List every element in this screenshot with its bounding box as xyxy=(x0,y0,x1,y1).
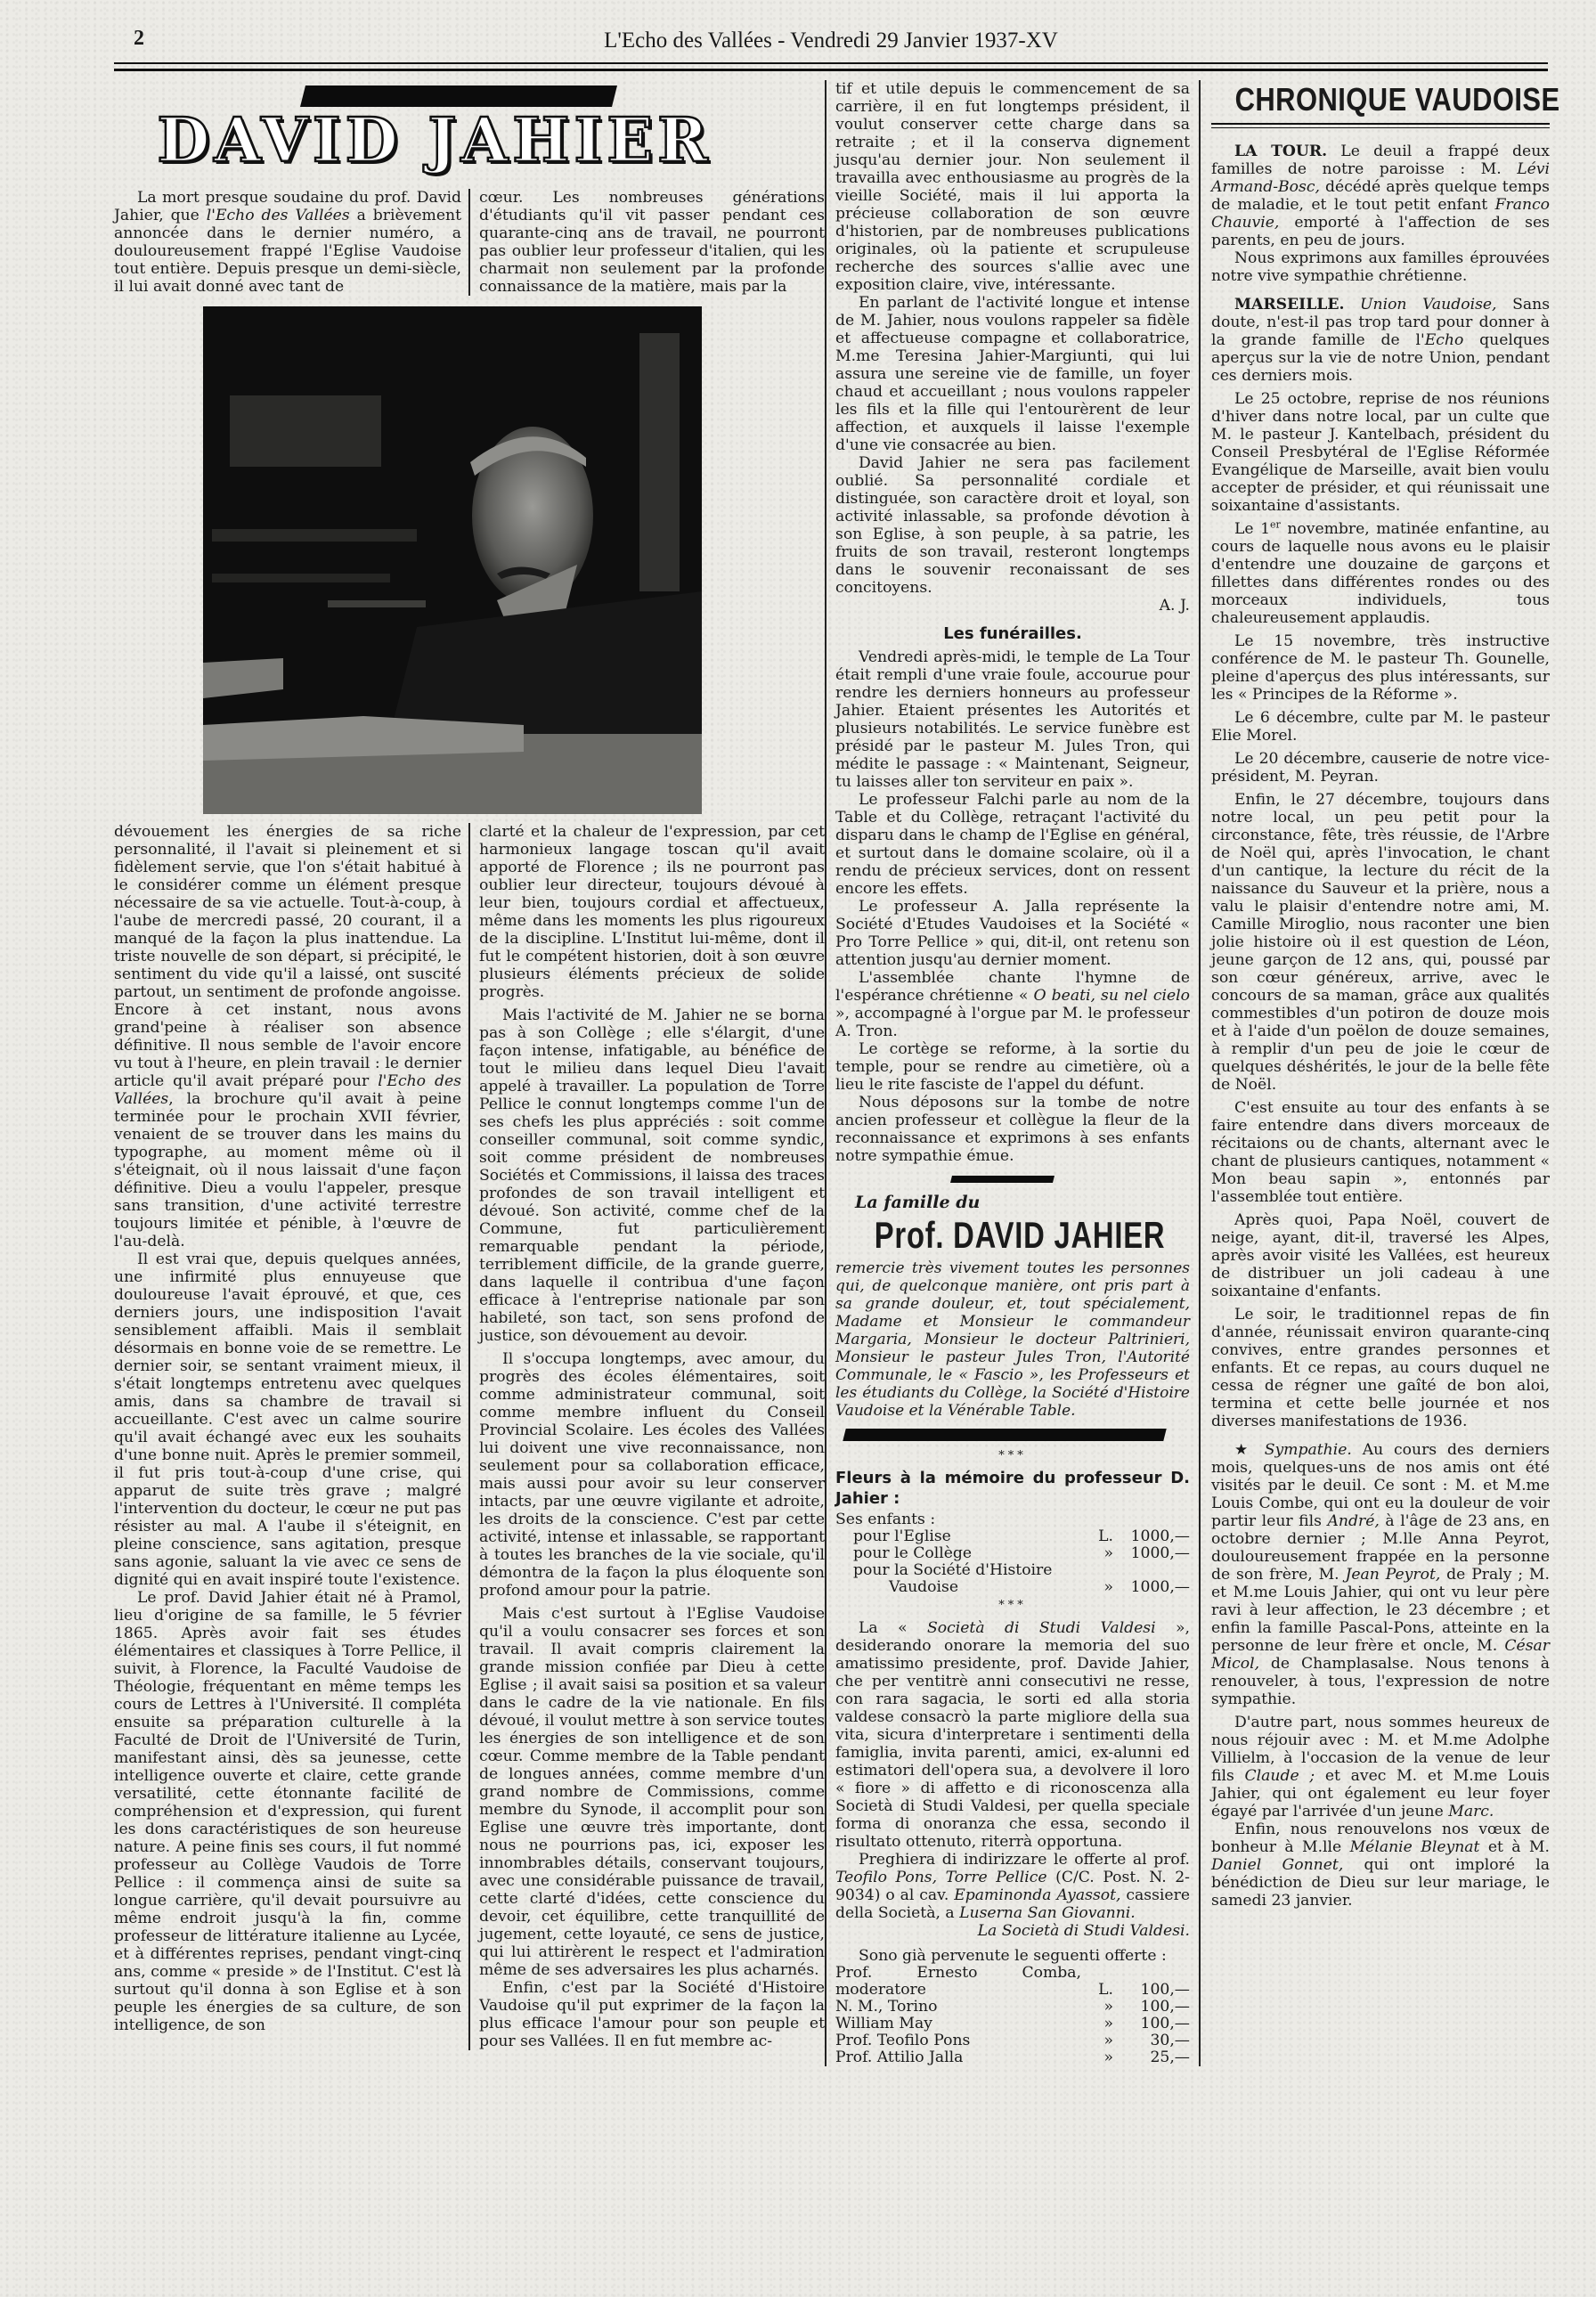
ledger-row: William May » 100,— xyxy=(835,2015,1190,2032)
obituary-intro-col2: cœur. Les nombreuses générations d'étudiants qu'il vit passer pendant ces quarante-cinq ans de travail, ne pourront pas oublier leur professeur d'italien, qui les charmait non seulement par la profonde connaissance de la matière, mais par la xyxy=(479,189,825,296)
chronique-rule xyxy=(1211,123,1550,125)
ledger-row: N. M., Torino » 100,— xyxy=(835,1998,1190,2016)
mourning-bar xyxy=(300,86,617,107)
obituary-col3: tif et utile depuis le commencement de sa carrière, il en fut longtemps président, il voulut conserver cette charge dans sa retraite ; et il la conserva dignement jusqu'au dernier jour. Non seulement il travailla avec enthousiasme au progrès de la vieille Société, mais il lui apporta la précieuse collaboration de son œuvre d'historien, par de nombreuses publications originales, où la patiente et scrupuleuse recherche des sources s'allie avec une exposition claire, vive, intéressante. En parlant de l'activité longue et intense de M. Jahier, nous voulons rappeler sa fidèle et affectueuse compagne et collaboratrice, M.me Teresina Jahier-Margiunti, qui lui assura une sereine vie de famille, un foyer chaud et accueillant ; nous voulons rappeler les fils et la fille qui l'entourèrent de leur affection, et auxquels il laisse l'exemple d'une vie consacrée au bien. David Jahier ne sera pas facilement oublié. Sa personnalité cordiale et distinguée, son caractère droit et loyal, son activité inlassable, sa profonde dévotion à son Eglise, à son peuple, à sa patrie, les fruits de son travail, resteront longtemps dans le souvenir reconaissant de ses concitoyens. A. J. Les funérailles. Vendredi après-midi, le temple de La Tour était rempli d'une vraie foule, accourue pour rendre les derniers honneurs au professeur Jahier. Etaient présentes les Autorités et plusieurs notabilités. Le service funèbre est présidé par le pasteur M. Jules Tron, qui médite le passage : « Maintenant, Seigneur, tu laisses aller ton serviteur en paix ». Le professeur Falchi parle au nom de la Table et du Collège, retraçant l'activité du disparu dans le champ de l'Eglise en général, et surtout dans le domaine scolaire, où il a rendu de précieux services, dont on ressent encore les effets. Le professeur A. Jalla représente la Société d'Etudes Vaudoises et la Société « Pro Torre Pellice » qui, dit-il, ont retenu son attention jusqu'au dernier moment. L'assemblée chante l'hymne de l'espérance chrétienne « O beati, su nel cielo », accompagné à l'orgue par M. le professeur A. Tron. Le cortège se reforme, à la sortie du temple, pour se rendre au cimetière, où a lieu le rite fasciste de l'appel du défunt. Nous déposons sur la tombe de notre ancien professeur et collègue la fleur de la reconnaissance et exprimons à ses enfants notre sympathie émue. La famille du Prof. DAVID JAHIER remercie très vivement toutes les personnes qui, de quelconque manière, ont pris part à sa grande douleur, et, tout spécialement, Madame et Monsieur le commandeur Margaria, Monsieur le docteur Paltrinieri, Monsieur le pasteur Jules Tron, l'Autorité Communale, le « Fascio », les Professeurs et les étudiants du Collège, la Société d'Histoire Vaudoise et la Vénérable Table. *** Fleurs à la mémoire du professeur D. Jahier : Ses enfants : pour l'Eglise L. 1000,— pour le Collège » 1000,— pour la Société d'Histoire Vaudoise » 1000,— *** La « Società di Studi Valdesi », desiderando onorare la memoria del suo amatissimo presidente, prof. Davide Jahier, che per ventitrè anni consecutivi ne resse, con rara sagacia, le sorti ed alla storia valdese consacrò la parte migliore della sua vita, sicura d'interpretare i sentimenti della famiglia, invita parenti, amici, ex-alunni ed estimatori dell'opera sua, a devolvere il loro « fiore » di affetto e di riconoscenza alla Società di Studi Valdesi, per quella speciale forma di onoranza che essa, secondo il risultato ottenuto, riterrà opportuna. Preghiera di indirizzare le offerte al prof. Teofilo Pons, Torre Pellice (C/C. Post. N. 2-9034) o al cav. Epaminonda Ayassot, cassiere della Società, a Luserna San Giovanni. La Società di Studi Valdesi. Sono già pervenute le seguenti offerte : Prof. Ernesto Comba, moderatore L. 100,— N. M., Torino » 100,— William May » 100,— Prof. Teofilo Pons » 30,— Prof. Attilio Jalla » 25,— xyxy=(835,80,1191,2066)
header-rule-thick xyxy=(114,69,1548,71)
masthead: L'Echo des Vallées - Vendredi 29 Janvier 1937-XV xyxy=(604,29,1058,53)
header xyxy=(114,25,1548,57)
flowers-table xyxy=(835,1528,1190,1596)
header-rule xyxy=(114,62,1548,64)
chronique-rule-thin xyxy=(1211,127,1550,128)
page-number: 2 xyxy=(134,27,144,50)
ledger-row: pour le Collège » 1000,— xyxy=(853,1544,1190,1562)
ledger-row: Prof. Teofilo Pons » 30,— xyxy=(835,2032,1190,2049)
mourning-bar-small xyxy=(950,1176,1054,1183)
obituary-title: DAVID JAHIER xyxy=(157,105,712,176)
ledger-row: pour l'Eglise L. 1000,— xyxy=(853,1527,1190,1545)
chronique xyxy=(1201,80,1560,2066)
flowers-intro: Ses enfants : xyxy=(835,1511,936,1528)
ledger-row: pour la Société d'Histoire xyxy=(853,1561,1053,1579)
ledger-row: Vaudoise » 1000,— xyxy=(889,1578,1190,1596)
ledger-row: Prof. Ernesto Comba, moderatore L. 100,— xyxy=(835,1964,1190,1999)
funerals-heading: Les funérailles. xyxy=(943,624,1082,643)
columns xyxy=(114,80,1560,2066)
ledger-row: Prof. Attilio Jalla » 25,— xyxy=(835,2049,1190,2066)
section-stars: *** xyxy=(998,1449,1027,1462)
thanks-name: Prof. DAVID JAHIER xyxy=(874,1214,1166,1256)
thanks-intro: La famille du xyxy=(855,1193,981,1212)
author-signature: A. J. xyxy=(1159,597,1190,615)
obituary-col1: dévouement les énergies de sa riche personnalité, il l'avait si pleinement et si fidèlement servie, que l'on s'était habitué à le considérer comme un élément presque nécessaire de sa vie actuelle. Tout-à-coup, à l'aube de mercredi passé, 20 courant, il a manqué de la façon la plus inattendue. La triste nouvelle de son départ, si précipité, le sentiment du vide qu'il a laissé, ont suscité partout, un sentiment de profonde angoisse. Encore à cet instant, nous avons grand'peine à réaliser son absence définitive. Il nous semble de l'avoir encore vu tout à l'heure, en plein travail : le dernier article qu'il avait préparé pour l'Echo des Vallées, la brochure qu'il avait à peine terminée pour le prochain XVII février, venaient de se trouver dans les mains du typographe, au moment même où il s'éteignait, où il nous laissait d'une façon définitive. Dieu a voulu l'appeler, presque sans transition, d'une activité terrestre toujours limitée et pénible, à l'œuvre de l'au-delà. Il est vrai que, depuis quelques années, une infirmité plus ennuyeuse que douloureuse l'avait éprouvé, et que, ces derniers jours, une indisposition l'avait sensiblement affaibli. Mais il semblait désormais en bonne voie de se remettre. Le dernier soir, se sentant vraiment mieux, il s'était longtemps entretenu avec quelques amis, dans sa chambre de travail si accueillante. C'est avec un calme sourire qu'il avait échangé avec eux les souhaits d'une bonne nuit. Après le premier sommeil, il fut pris tout-à-coup d'une crise, qui apparut de suite très grave ; malgré l'intervention du docteur, le cœur ne put pas résister au mal. A l'aube il s'éteignit, en pleine conscience, sans agitation, presque sans agonie, saluant la vie avec ce sens de dignité qui en avait inspiré toute l'existence. Le prof. David Jahier était né à Pramol, lieu d'origine de sa famille, le 5 février 1865. Après avoir fait ses études élémentaires et classiques à Torre Pellice, il suivit, à Florence, la Faculté Vaudoise de Théologie, fréquentant en même temps les cours de Lettres à l'Université. Il compléta ensuite sa préparation culturelle à la Faculté de Droit de l'Université de Turin, manifestant ainsi, dès sa jeunesse, cette intelligence ouverte et claire, cette grande versatilité, cette étonnante facilité de compréhension et d'expression, qui furent les dons caractéristiques de son heureuse nature. A peine finis ses cours, il fut nommé professeur au Collège Vaudois de Torre Pellice : il commença ainsi de suite sa longue carrière, qu'il devait poursuivre au même endroit jusqu'à la fin, comme professeur de littérature italienne au Lycée, et à différentes reprises, pendant vingt-cinq ans, comme « preside » de l'Institut. C'est là surtout qu'il donna à son Eglise et à son peuple les énergies de sa culture, de son intelligence, de son xyxy=(114,823,461,2034)
thanks-body: remercie très vivement toutes les personnes qui, de quelconque manière, ont pris part à sa grande douleur, et, tout spécialement, Madame et Monsieur le commandeur Margaria, Monsieur le docteur Paltrinieri, Monsieur le pasteur Jules Tron, l'Autorité Communale, le « Fascio », les Professeurs et les étudiants du Collège, la Société d'Histoire Vaudoise et la Vénérable Table. xyxy=(835,1259,1190,1420)
flowers-heading: Fleurs à la mémoire du professeur D. Jahier : xyxy=(835,1469,1190,1508)
obituary xyxy=(114,80,825,2066)
newspaper-page xyxy=(114,0,1560,2066)
section-stars: *** xyxy=(998,1599,1027,1612)
obituary-body xyxy=(114,823,825,2050)
star-icon: ★ xyxy=(1234,1441,1254,1459)
societa-signature: La Società di Studi Valdesi. xyxy=(977,1922,1190,1940)
obituary-col2: clarté et la chaleur de l'expression, par cet harmonieux langage toscan qu'il avait apporté de Florence ; ils ne pourront pas oublier leur directeur, toujours dévoué à leur bien, toujours cordial et affectueux, même dans les moments les plus rigoureux de la discipline. L'Institut lui-même, dont il fut le compétent historien, doit à son œuvre plusieurs éléments précieux de solide progrès. Mais l'activité de M. Jahier ne se borna pas à son Collège ; elle s'élargit, d'une façon intense, infatigable, au bénéfice de tout le milieu dans lequel Dieu l'avait appelé à travailler. La population de Torre Pellice le connut longtemps comme l'un de ses chefs les plus appréciés : soit comme conseiller communal, soit comme syndic, soit comme président de nombreuses Sociétés et Commissions, il laissa des traces profondes de son travail intelligent et dévoué. Son activité, comme chef de la Commune, fut particulièrement remarquable pendant la période, terriblement difficile, de la grande guerre, dans laquelle il contribua d'une façon efficace à l'entreprise nationale par son habileté, son tact, son sens profond de justice, son dévouement au devoir. Il s'occupa longtemps, avec amour, du progrès des écoles élémentaires, soit comme administrateur communal, soit comme membre influent du Conseil Provincial Scolaire. Les écoles des Vallées lui doivent une vive reconnaissance, non seulement pour sa collaboration efficace, mais aussi pour avoir su leur conserver intacts, par une œuvre vigilante et adroite, les droits de la conscience. C'est par cette activité, intense et inlassable, se rapportant à toutes les branches de la vie sociale, qu'il démontra de la façon la plus éloquente son profond amour pour la patrie. Mais c'est surtout à l'Eglise Vaudoise qu'il a voulu consacrer ses forces et son travail. Il avait compris clairement la grande mission confiée par Dieu à cette Eglise ; il avait saisi sa position et sa valeur dans le cadre de la vie nationale. En fils dévoué, il voulut mettre à son service toutes les énergies de son intelligence et de son cœur. Comme membre de la Table pendant de longues années, comme membre d'un grand nombre de Commissions, comme membre du Synode, il accomplit pour son Eglise une œuvre très importante, dont nous ne pourrions pas, ici, exposer les innombrables détails, conservant toujours, avec une considérable puissance de travail, cette clarté d'idées, cette conscience du devoir, cet équilibre, cette tranquillité de jugement, cette loyauté, ce sens de justice, qui lui attirèrent le respect et l'admiration même de ses adversaires les plus acharnés. Enfin, c'est par la Société d'Histoire Vaudoise qu'il put exprimer de la façon la plus efficace l'amour pour son peuple et pour ses Vallées. Il en fut membre ac- xyxy=(479,823,825,2050)
mourning-bar-wide xyxy=(843,1429,1166,1441)
chronique-body: LA TOUR. Le deuil a frappé deux familles de notre paroisse : M. Lévi Armand-Bosc, décédé après quelque temps de maladie, et le tout petit enfant Franco Chauvie, emporté à l'affection de ses parents, en peu de jours. Nous exprimons aux familles éprouvées notre vive sympathie chrétienne. MARSEILLE. Union Vaudoise, Sans doute, n'est-il pas trop tard pour donner à la grande famille de l'Echo quelques aperçus sur la vie de notre Union, pendant ces derniers mois. Le 25 octobre, reprise de nos réunions d'hiver dans notre local, par un culte que M. le pasteur J. Kantelbach, président du Conseil Presbytéral de l'Eglise Réformée Evangélique de Marseille, avait bien voulu accepter de présider, et qui réunissait une soixantaine d'assistants. Le 1er novembre, matinée enfantine, au cours de laquelle nous avons eu le plaisir d'entendre une douzaine de garçons et fillettes dans différentes rondes ou des morceaux individuels, tous chaleureusement applaudis. Le 15 novembre, très instructive conférence de M. le pasteur Th. Gounelle, pleine d'aperçus des plus intéressants, sur les « Principes de la Réforme ». Le 6 décembre, culte par M. le pasteur Elie Morel. Le 20 décembre, causerie de notre vice-président, M. Peyran. Enfin, le 27 décembre, toujours dans notre local, un peu petit pour la circonstance, fête, très réussie, de l'Arbre de Noël qui, après l'invocation, le chant d'un cantique, la lecture du récit de la naissance du Sauveur et la prière, nous a valu le plaisir d'entendre notre ami, M. Camille Miroglio, nous raconter une bien jolie histoire où il est question de Léon, jeune garçon de 12 ans, qui, poussé par son cœur généreux, arrive, avec le concours de sa maman, grâce aux qualités commestibles d'un potiron de douze mois et à l'aide d'un poëlon de douze semaines, à remplir d'un peu de joie le cœur de quelques déshérités, le jour de la belle fête de Noël. C'est ensuite au tour des enfants à se faire entendre dans divers morceaux de récitaions ou de chants, alternant avec le chant de plusieurs cantiques, notamment « Mon beau sapin », entonnés par l'assemblée tout entière. Après quoi, Papa Noël, couvert de neige, ayant, dit-il, traversé les Alpes, après avoir visité les Vallées, est heureux de distribuer un joli cadeau à une soixantaine d'enfants. Le soir, le traditionnel repas de fin d'année, réunissait environ quarante-cinq convives, entre grandes personnes et enfants. Et ce repas, au cours duquel ne cessa de régner une gaîté de bon aloi, termina et cette belle journée et nos diverses manifestations de 1936. ★ Sympathie. Au cours des derniers mois, quelques-uns de nos amis ont été visités par le deuil. Ce sont : M. et M.me Louis Combe, qui ont eu la douleur de voir partir leur fils André, à l'âge de 23 ans, en octobre dernier ; M.lle Anna Peyrot, douloureusement frappée en la personne de son frère, M. Jean Peyrot, de Praly ; M. et M.me Louis Jahier, qui ont vu leur père ravi à leur affection, le 23 décembre ; et enfin la famille Pascal-Pons, atteinte en la personne de leur frère et oncle, M. César Micol, de Champlasalse. Nous tenons à renouveler, à tous, l'expression de notre sympathie. D'autre part, nous sommes heureux de nous réjouir avec : M. et M.me Adolphe Villielm, à l'occasion de la venue de leur fils Claude ; et avec M. et M.me Louis Jahier, qui ont également eu leur foyer égayé par l'arrivée d'un jeune Marc. Enfin, nous renouvelons nos vœux de bonheur à M.lle Mélanie Bleynat et à M. Daniel Gonnet, qui ont imploré la bénédiction de Dieu sur leur mariage, le samedi 23 janvier. xyxy=(1211,143,1551,1910)
chronique-title: CHRONIQUE VAUDOISE xyxy=(1234,81,1560,118)
obituary-title-area xyxy=(114,80,825,189)
portrait-photo xyxy=(203,306,702,814)
obituary-intro-col1: La mort presque soudaine du prof. David Jahier, que l'Echo des Vallées a brièvement annoncée dans le dernier numéro, a douloureusement frappé l'Eglise Vaudoise tout entière. Depuis presque un demi-siècle, il lui avait donné avec tant de xyxy=(114,189,461,296)
offers-table xyxy=(835,1965,1190,2066)
photo-area xyxy=(114,296,825,823)
obituary-intro xyxy=(114,189,825,296)
